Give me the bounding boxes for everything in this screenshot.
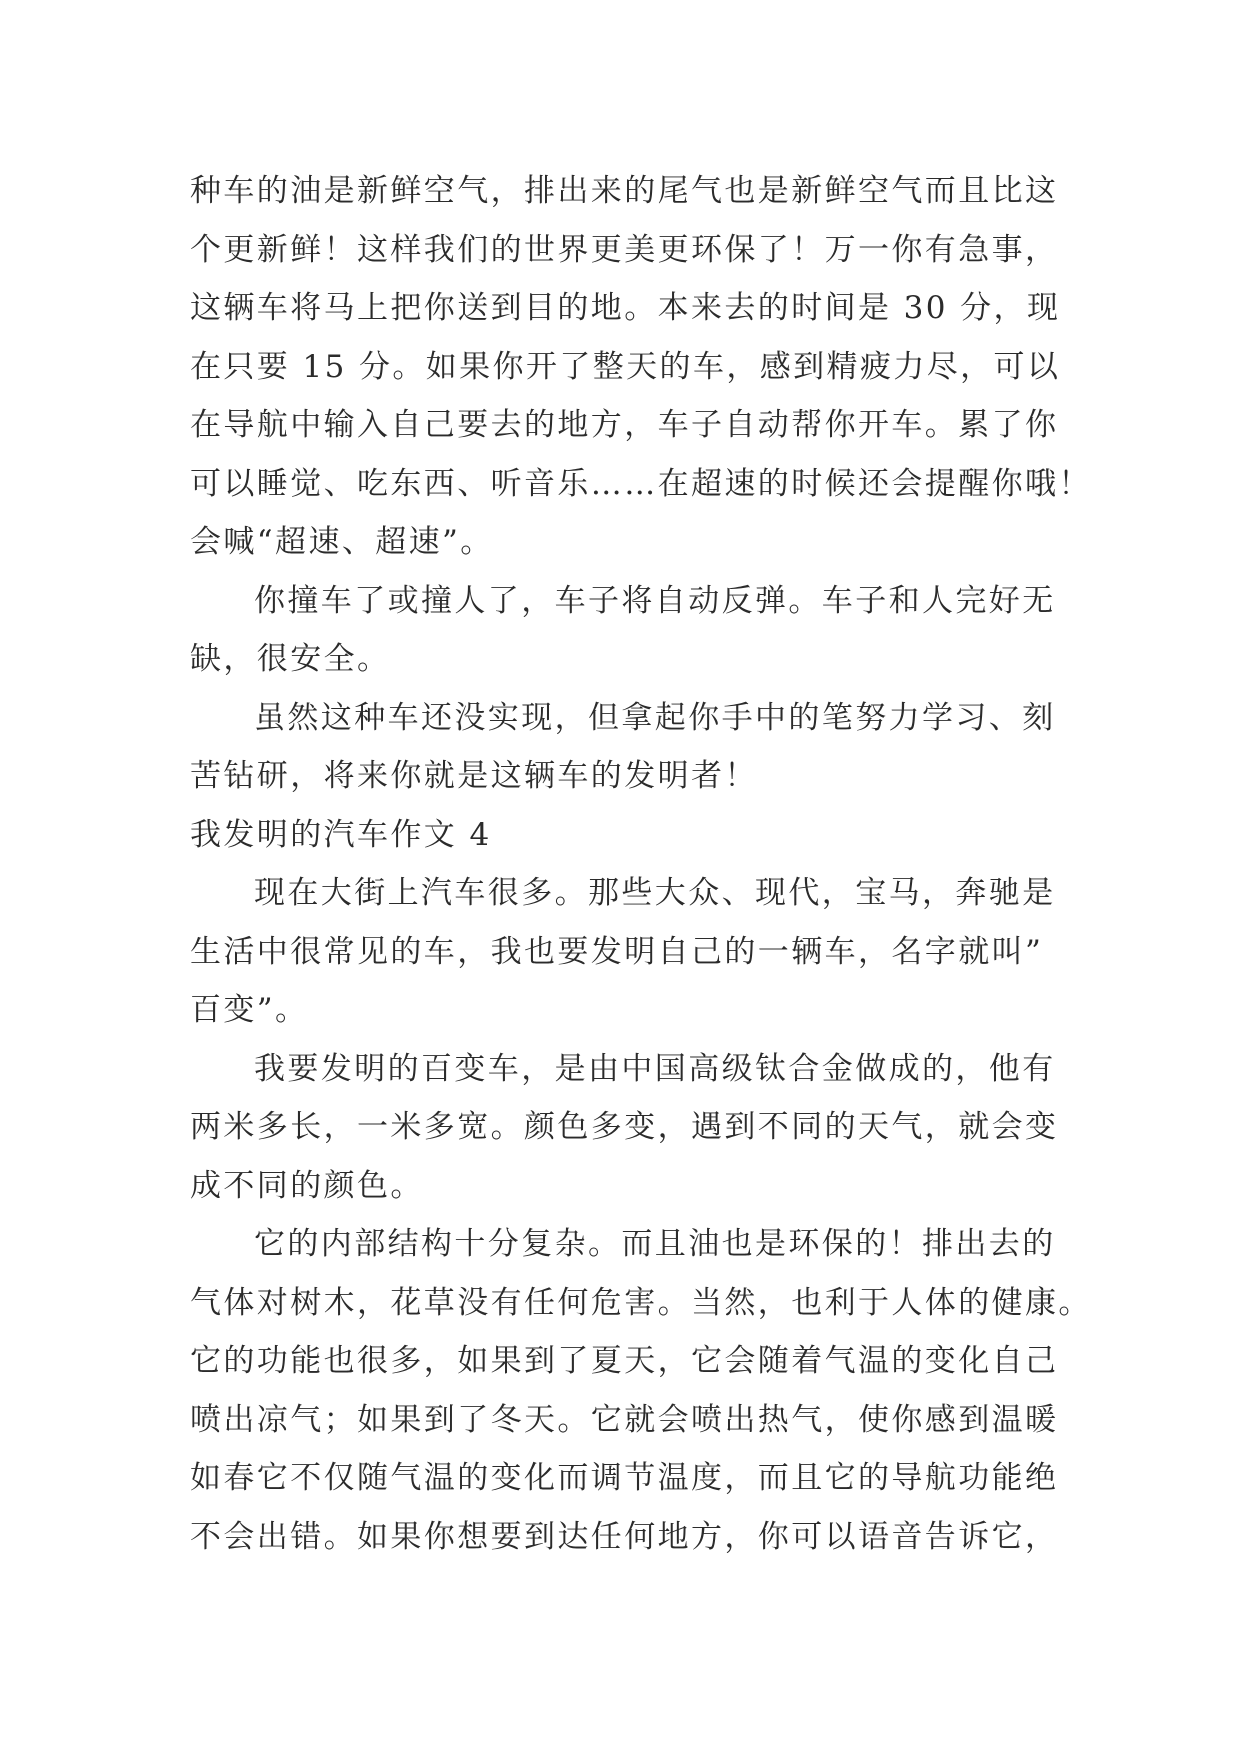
text-line: 喷出凉气；如果到了冬天。它就会喷出热气，使你感到温暖 (190, 1401, 1059, 1438)
text-line: 个更新鲜！这样我们的世界更美更环保了！万一你有急事， (190, 231, 1059, 268)
paragraph-start-line: 现在大街上汽车很多。那些大众、现代，宝马，奔驰是 (254, 875, 1056, 911)
essay-body (190, 162, 1092, 1566)
paragraph-start-line: 你撞车了或撞人了，车子将自动反弹。车子和人完好无 (254, 582, 1056, 619)
text-line: 百变”。 (190, 992, 309, 1028)
section-heading: 我发明的汽车作文 4 (190, 816, 492, 853)
paragraph-start-line: 它的内部结构十分复杂。而且油也是环保的！排出去的 (254, 1226, 1056, 1262)
text-line: 它的功能也很多，如果到了夏天，它会随着气温的变化自己 (190, 1343, 1059, 1379)
text-line: 这辆车将马上把你送到目的地。本来去的时间是 30 分，现 (190, 290, 1061, 326)
text-line: 成不同的颜色。 (190, 1167, 424, 1204)
text-line: 在导航中输入自己要去的地方，车子自动帮你开车。累了你 (190, 407, 1059, 443)
text-line: 生活中很常见的车，我也要发明自己的一辆车，名字就叫” (190, 933, 1044, 970)
text-line: 种车的油是新鲜空气，排出来的尾气也是新鲜空气而且比这 (190, 173, 1059, 209)
text-line: 气体对树木，花草没有任何危害。当然，也利于人体的健康。 (190, 1284, 1092, 1321)
text-line: 苦钻研，将来你就是这辆车的发明者！ (190, 758, 758, 794)
text-line: 在只要 15 分。如果你开了整天的车，感到精疲力尽，可以 (190, 348, 1061, 385)
text-line: 缺，很安全。 (190, 641, 391, 677)
text-line: 两米多长，一米多宽。颜色多变，遇到不同的天气，就会变 (190, 1109, 1059, 1145)
text-line: 会喊“超速、超速”。 (190, 524, 494, 560)
text-line: 如春它不仅随气温的变化而调节温度，而且它的导航功能绝 (190, 1460, 1059, 1496)
text-line: 可以睡觉、吃东西、听音乐……在超速的时候还会提醒你哦！ (190, 465, 1092, 502)
paragraph-start-line: 我要发明的百变车，是由中国高级钛合金做成的，他有 (254, 1050, 1056, 1087)
text-line: 不会出错。如果你想要到达任何地方，你可以语音告诉它， (190, 1518, 1059, 1555)
paragraph-start-line: 虽然这种车还没实现，但拿起你手中的笔努力学习、刻 (254, 699, 1056, 736)
